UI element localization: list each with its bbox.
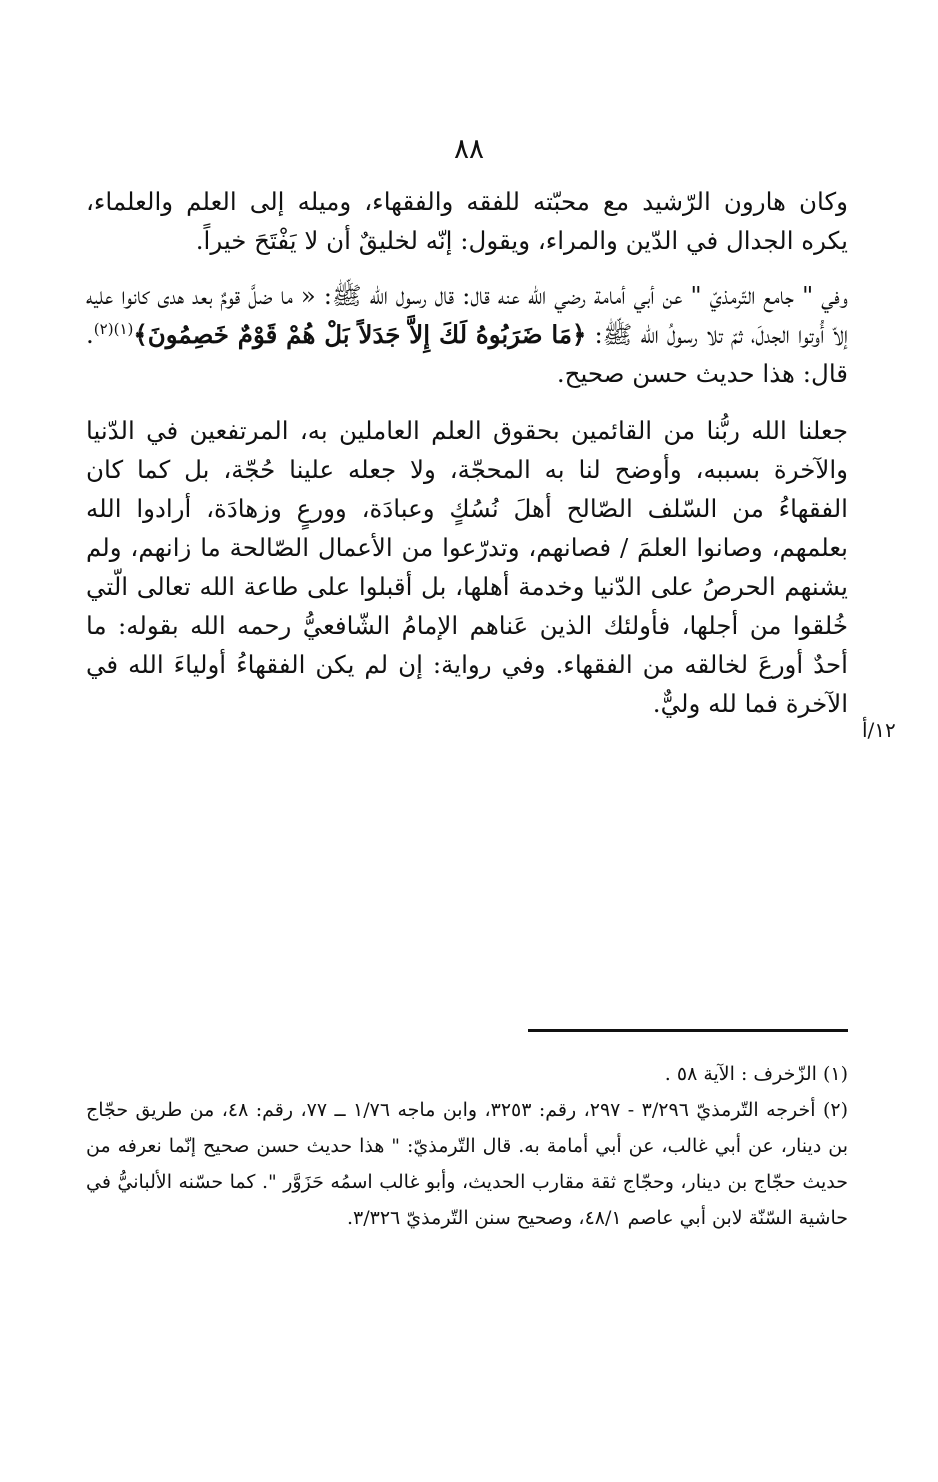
footnote-1-number: (١): [822, 1063, 848, 1085]
paragraph-2: [86, 276, 848, 393]
quran-verse: ﴿مَا ضَرَبُوهُ لَكَ إِلاَّ جَدَلاً بَلْ هُمْ قَوْمٌ خَصِمُونَ﴾: [133, 320, 587, 349]
footnote-refs: (١)(٢): [93, 319, 134, 338]
page-number: ٨٨: [453, 132, 485, 165]
footnote-1: [86, 1056, 848, 1092]
footnote-separator: [528, 1029, 848, 1032]
footnote-1-text: الزّخرف : الآية ٥٨ .: [664, 1063, 817, 1085]
footnote-2-number: (٢): [822, 1099, 849, 1121]
footnotes: [86, 1056, 848, 1236]
footnote-2: [86, 1092, 848, 1236]
main-text: [86, 182, 848, 723]
manuscript-folio-note: ١٢/أ: [862, 718, 896, 742]
paragraph-1: وكان هارون الرّشيد مع محبّته للفقه والفقهاء، وميله إلى العلم والعلماء، يكره الجدال في الدّين والمراء، ويقول: إنّه لخليقٌ أن لا يَفْتَحَ خيراً.: [86, 187, 848, 255]
footnote-2-text: أخرجه التّرمذيّ ٣/٢٩٦ - ٢٩٧، رقم: ٣٢٥٣، وابن ماجه ١/٧٦ ــ ٧٧، رقم: ٤٨، من طريق حجّاج بن دينار، عن أبي غالب، عن أبي أمامة به. قال التّرمذيّ: " هذا حديث حسن صحيح إنّما نعرفه من حديث حجّاج بن دينار، وحجّاج ثقة مقارب الحديث، وأبو غالب اسمُه حَزَوَّر ". كما حسّنه الألبانيُّ في حاشية السّنّة لابن أبي عاصم ٤٨/١، وصحيح سنن التّرمذيّ ٣/٣٢٦.: [86, 1099, 848, 1229]
paragraph-2-text-b: . قال: هذا حديث حسن صحيح.: [86, 320, 848, 388]
paragraph-2-text-a: وفي " جامع التّرمذيّ " عن أبي أمامة رضي الله عنه قال: قال رسول الله ﷺ: « ما ضلَّ قومٌ بعد هدى كانوا عليه إلاّ أُوتوا الجدلَ، ثمّ تلا رسولُ الله ﷺ:: [86, 281, 848, 349]
paragraph-3: جعلنا الله ربُّنا من القائمين بحقوق العلم العاملين به، المرتفعين في الدّنيا والآخرة بسببه، وأوضح لنا به المحجّة، ولا جعله علينا حُجّة، بل كما كان الفقهاءُ من السّلف الصّالح أهلَ نُسُكٍ وعبادَة، وورعٍ وزهادَة، أرادوا الله بعلمهم، وصانوا العلمَ / فصانهم، وتدرّعوا من الأعمال الصّالحة ما زانهم، ولم يشنهم الحرصُ على الدّنيا وخدمة أهلها، بل أقبلوا على طاعة الله تعالى الّتي خُلقوا من أجلها، فأولئك الذين عَناهم الإمامُ الشّافعيُّ رحمه الله بقوله: ما أحدٌ أورعَ لخالقه من الفقهاء. وفي رواية: إن لم يكن الفقهاءُ أولياءَ الله في الآخرة فما لله وليٌّ.: [86, 416, 848, 718]
